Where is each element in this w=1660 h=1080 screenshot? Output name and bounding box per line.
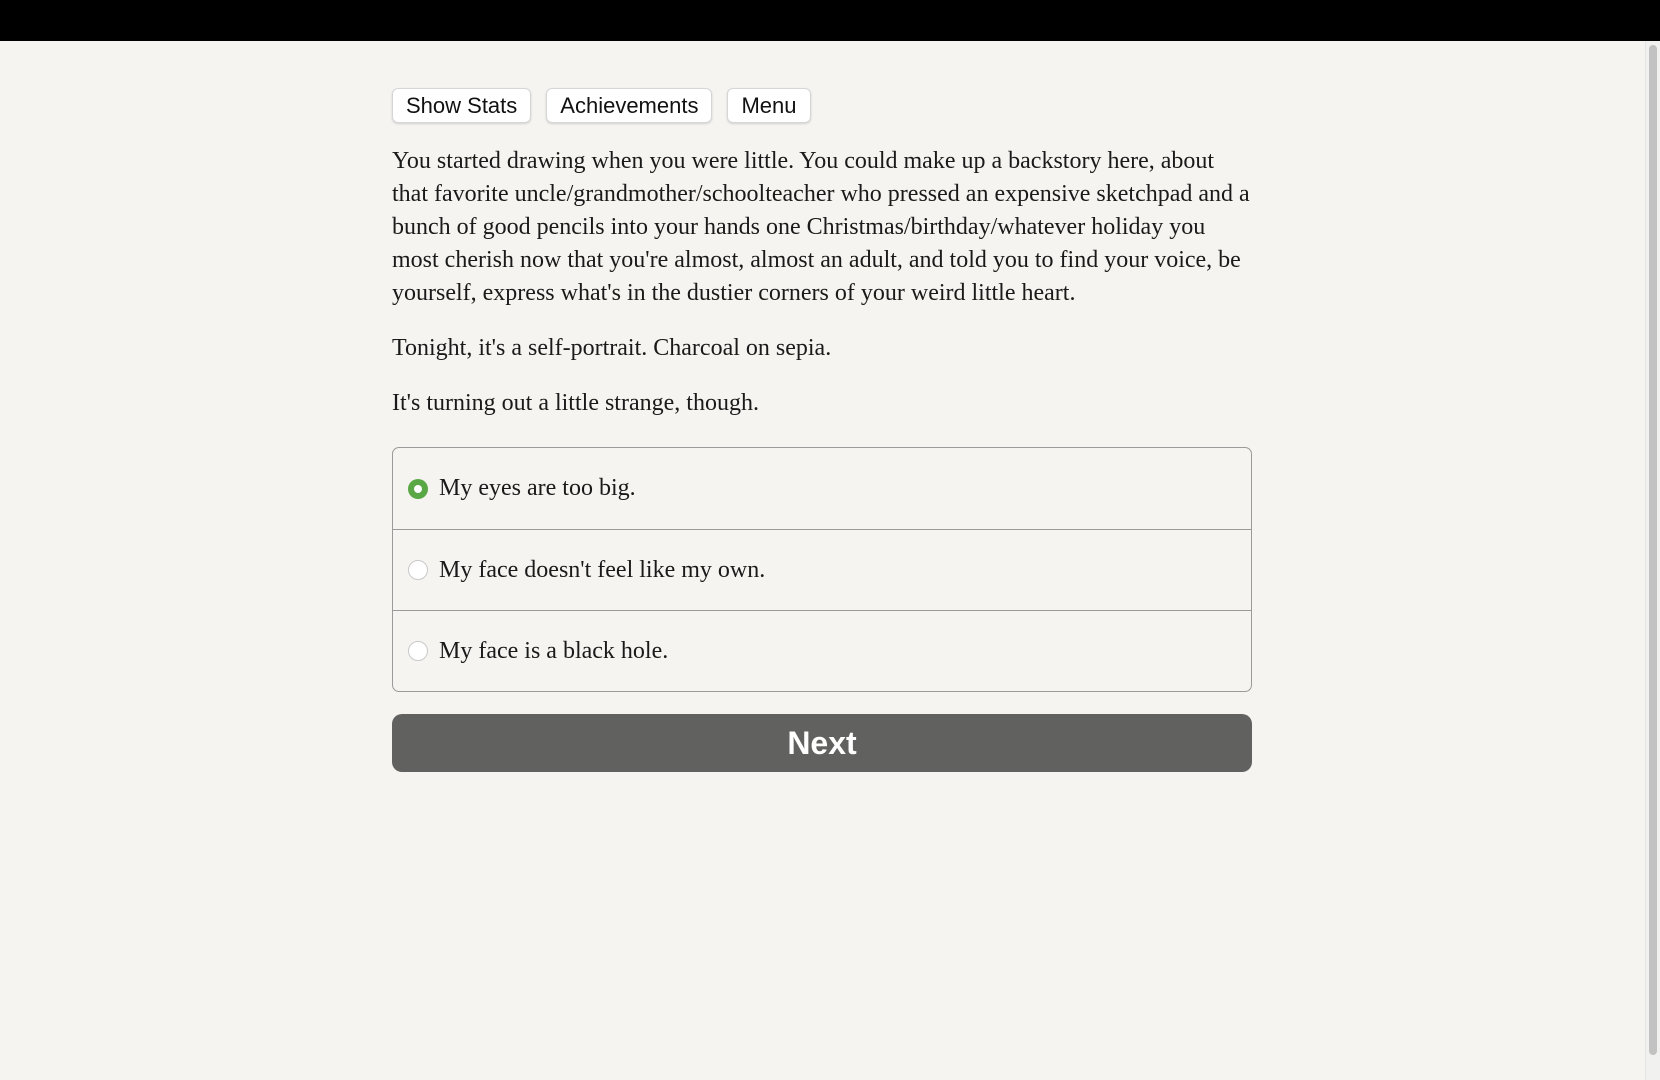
window-top-bar [0,0,1660,41]
radio-selected-icon[interactable] [408,479,428,499]
story-paragraph: You started drawing when you were little. You could make up a backstory here, about that favorite uncle/grandmother/schoolteacher who pressed an expensive sketchpad and a bunch of good pencils into your hands one Christmas/birthday/whatever holiday you most cherish now that you're almost, almost an adult, and told you to find your voice, be yourself, express what's in the dustier corners of your weird little heart. [392,148,1250,306]
next-button[interactable]: Next [392,714,1252,772]
radio-unselected-icon[interactable] [408,641,428,661]
choice-label: My face doesn't feel like my own. [439,556,766,583]
toolbar [392,88,1252,123]
story-paragraph: It's turning out a little strange, though. [392,390,759,416]
choice-list [392,447,1252,692]
choice-option[interactable] [393,610,1251,691]
choice-label: My eyes are too big. [439,475,636,501]
achievements-button[interactable]: Achievements [546,88,712,123]
choice-option[interactable] [393,448,1251,529]
story-text [392,145,1252,420]
scrollbar-thumb[interactable] [1649,45,1657,1055]
choice-option[interactable] [393,529,1251,610]
story-paragraph: Tonight, it's a self-portrait. Charcoal on sepia. [392,335,832,361]
game-content [392,88,1252,772]
show-stats-button[interactable]: Show Stats [392,88,531,123]
vertical-scrollbar[interactable] [1645,41,1660,1080]
choice-label: My face is a black hole. [439,637,669,664]
menu-button[interactable]: Menu [727,88,810,123]
radio-unselected-icon[interactable] [408,560,428,580]
